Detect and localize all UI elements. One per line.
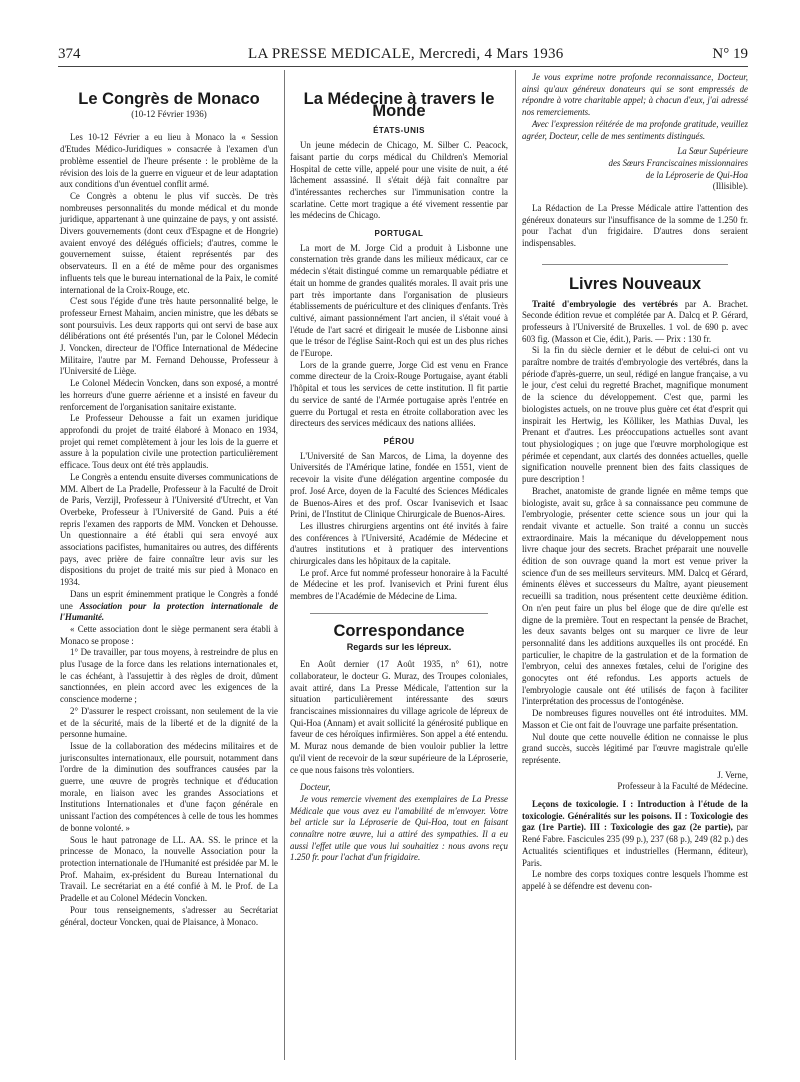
section-heading: PORTUGAL — [374, 229, 424, 239]
article-dates: (10-12 Février 1936) — [131, 108, 207, 119]
paragraph: En Août dernier (17 Août 1935, n° 61), notre collaborateur, le docteur G. Muraz, des Troupes coloniales, avait attiré, dans La Presse Médicale, l'attention sur la situation particulièrement intéressante des sœurs franciscaines missionnaires du village agricole de lépreux de Qui-Hoa (Annam) et avait sollicité la générosité publique en faveur de ces héroïques infirmières. Son appel a été entendu. M. Muraz nous demande de bien vouloir publier la lettre qu'il vient de recevoir de la sœur supérieure de la Léproserie, ce que nous faisons très volontiers. — [290, 659, 508, 775]
column-3 — [522, 72, 748, 893]
letter-salutation: Docteur, — [300, 782, 331, 793]
paragraph: L'Université de San Marcos, de Lima, la doyenne des Universités de l'Amérique latine, fondée en 1551, vient de recevoir la visite d'une délégation argentine composée du prof. José Arce, doyen de la Faculté des Sciences Médicales de Buenos-Aires et des prof. Oscar Ivanisevich et Isaac Prini, de l'Institut de Clinique Chirurgicale de Buenos-Aires. — [290, 450, 508, 520]
paragraph: Le nombre des corps toxiques contre lesquels l'homme est appelé à se défendre est devenu con- — [522, 869, 748, 891]
reviewer-title: Professeur à la Faculté de Médecine. — [617, 781, 748, 792]
book-reference — [522, 299, 748, 346]
text-run: Dans un esprit éminemment pratique le Congrès a fondé une — [60, 588, 278, 611]
article-title-medecine: La Médecine à travers le Monde — [303, 90, 495, 120]
issue-number: N° 19 — [712, 46, 748, 62]
paragraph: Le Professeur Dehousse a fait un examen juridique approfondi du projet de traité élaboré à Monaco en 1934, projet qui remet complètement à jour les lois de la guerre et assure à la population civile une protection particulièrement efficace. Tous deux ont été très applaudis. — [60, 413, 278, 471]
paragraph: La mort de M. Jorge Cid a produit à Lisbonne une consternation très grande dans les milieux médicaux, car ce médecin s'était distingué comme un remarquable pédiatre et était un homme de grandes qualités morales. Il avait pris une part très importante dans l'organisation de plusieurs établissements de puériculture et des cliniques d'enfants. Très cultivé, aimant passionnément l'art ancien, il s'était voué à l'étude de l'art sacré et dirigeait le musée de Lisbonne ainsi que le trésor de l'église Saint-Roch qui est un des plus riches de l'Europe. — [290, 242, 509, 359]
letter-paragraph: Avec l'expression réitérée de ma profonde gratitude, veuillez agréer, Docteur, celle de mes sentiments distingués. — [522, 118, 748, 141]
journal-title-line: LA PRESSE MEDICALE, Mercredi, 4 Mars 1936 — [248, 46, 564, 62]
article-subtitle: Regards sur les lépreux. — [346, 641, 452, 652]
paragraph — [60, 589, 278, 624]
book-details: par René Fabre. Fascicules 235 (99 p.), 237 (68 p.), 249 (82 p.) des Actualités scientifiques et industrielles (Hermann, éditeur), Paris. — [522, 822, 748, 868]
column-divider-2 — [515, 70, 516, 1060]
paragraph: Un jeune médecin de Chicago, M. Silber C. Peacock, faisant partie du corps médical du Children's Memorial Hospital de cette ville, appelé pour une visite de nuit, a été lâchement assassiné. Il s'était déjà fait connaître par d'intéressantes recherches sur l'immunisation contre la scarlatine. Cette mort tragique a été vivement ressentie par les médecins de Chicago. — [290, 140, 508, 221]
column-1 — [60, 72, 278, 928]
paragraph: Lors de la grande guerre, Jorge Cid est venu en France comme directeur de la Croix-Rouge Portugaise, ayant établi l'hôpital et tous les services de cette institution. Il fit partie du service de santé de l'Armée portugaise après l'entrée en guerre du Portugal et resta en étroite collaboration avec les directeurs des services médicaux des nations alliées. — [290, 359, 508, 429]
paragraph: 1° De travailler, par tous moyens, à restreindre de plus en plus l'usage de la force dans les relations internationales et, le cas échéant, à l'assujettir à des règles de droit, dûment sanctionnées, en plein accord avec les exigences de la conscience moderne ; — [60, 647, 278, 705]
section-heading: PÉROU — [383, 436, 415, 446]
letter-paragraph: Je vous remercie vivement des exemplaires de La Presse Médicale que vous avez eu l'amabilité de m'envoyer. Votre bel article sur la Léproserie de Qui-Hoa, tout en faisant connaître notre œuvre, lui a attiré des sympathies. Il a eu aussi l'effet utile que vous lui souhaitiez : nous avons reçu 1.250 fr. pour l'achat d'un frigidaire. — [290, 793, 508, 863]
book-details: par A. Brachet. Seconde édition revue et complétée par A. Dalcq et P. Gérard, professeurs à l'Université de Bruxelles. 1 vol. de 690 p. avec 603 fig. (Masson et Cie, édit.), Paris. — Prix : 130 fr. — [522, 298, 748, 344]
paragraph: Brachet, anatomiste de grande lignée en même temps que biologiste, avait su, grâce à sa connaissance peu commune de l'embryologie, présenter cette science sous un jour qui la rendait vivante et actuelle. Son traité a connu un succès extraordinaire. Mais la mécanique du développement nous livre chaque jour des secrets. Brachet préparait une nouvelle édition de son ouvrage quand la mort est venue priver la science d'un de ses meilleurs serviteurs. MM. Dalcq et Gérard, éminents élèves et successeurs du Maître, ayant pieusement recueilli sa tradition, nous présentent cette deuxième édition. On n'en peut faire un plus bel éloge que de dire qu'elle est digne de la première. Tout en respectant la pensée de Brachet, les deux savants belges ont su marquer ce livre de leur personnalité dans les additions auxquelles ils ont procédé. En particulier, le chapitre de la gastrulation et de la formation de l'embryon, celui des annexes fœtales, celui de l'origine des gonocytes ont été refondus. Les apports actuels de l'embryologie causale ont été utilisés de façon à faciliter l'interprétation des processus de l'ontogénèse. — [522, 485, 748, 707]
paragraph: Si la fin du siècle dernier et le début de celui-ci ont vu paraître nombre de traités d'embryologie des vertébrés, dans la période d'après-guerre, un seul, rédigé en langue française, a vu le jour, c'est celui du regretté Brachet, magnifique monument de la science du développement. C'est que, parmi les biologistes actuels, on ne trouve plus guère cet état d'esprit qui inspirait les Hertwig, les Kölliker, les Mathias Duval, les Prenant et d'autres. Les préoccupations actuelles sont avant tout physiologiques ; on juge que l'œuvre morphologique est périmée et cependant, aux clartés des données actuelles, quelle signification nouvelle prennent bien des faits classiques de pure description ! — [522, 345, 748, 485]
paragraph: 2° D'assurer le respect croissant, non seulement de la vie et de la sécurité, mais de la liberté et de la dignité de la personne humaine. — [60, 705, 278, 740]
section-separator — [310, 613, 488, 614]
paragraph: Pour tous renseignements, s'adresser au Secrétariat général, docteur Voncken, quai de Plaisance, à Monaco. — [60, 904, 278, 927]
paragraph: Ce Congrès a obtenu le plus vif succès. De très nombreuses personnalités du monde médical et du monde juridique, appartenant à une quinzaine de pays, y ont assisté. Divers gouvernements (dont ceux d'Espagne et de Hongrie) avaient envoyé des délégués officiels; d'autres, comme le gouvernement suisse, étaient représentés par des observateurs. Il en a été de même pour des organismes influents tels que le bureau international de la Paix, le comité international de la Croix-Rouge, etc. — [60, 190, 278, 295]
letter-paragraph: Je vous exprime notre profonde reconnaissance, Docteur, ainsi qu'aux généreux donateurs qui se sont empressés de répondre à votre charitable appel; à chacun d'eux, j'ai adressé nos remerciements. — [522, 72, 748, 118]
paragraph: C'est sous l'égide d'une très haute personnalité belge, le professeur Ernest Mahaim, ancien ministre, que les débats se sont poursuivis. Les deux rapports qui ont servi de base aux délibérations ont été présentés l'un, par le Colonel Médecin J. Voncken, directeur de l'Office International de Médecine Militaire, l'autre par M. Fernand Dehousse, Professeur à l'Université de Liège. — [60, 296, 278, 377]
page-number: 374 — [58, 46, 81, 62]
signature-line: de la Léproserie de Qui-Hoa — [645, 169, 748, 180]
paragraph: Sous le haut patronage de LL. AA. SS. le prince et la princesse de Monaco, la nouvelle Association pour la protection internationale de l'Humanité est présidée par M. le Prof. Mahaim, ex-président du Bureau International du Travail. Le secrétariat en a été confié à M. le Prof. de La Pradelle et au Colonel Médecin Voncken. — [60, 834, 278, 904]
signature-line: des Sœurs Franciscaines missionnaires — [608, 157, 748, 168]
association-name: Association pour la protection internationale de l'Humanité. — [60, 600, 279, 623]
article-title-livres: Livres Nouveaux — [568, 274, 702, 293]
book-reference — [522, 799, 748, 869]
paragraph: Issue de la collaboration des médecins militaires et de jurisconsultes internationaux, elle poursuit, notamment dans l'ordre de la diminution des souffrances causées par la guerre, une œuvre de progrès technique et d'éducation morale, en liaison avec les grandes Associations et Institutions Internationales et d'une façon générale en unissant l'action des compétences à celle de tous les hommes de bonne volonté. » — [60, 740, 278, 833]
section-heading: ÉTATS-UNIS — [373, 126, 425, 136]
column-2 — [290, 72, 508, 864]
book-title: Leçons de toxicologie. I : Introduction à l'étude de la toxicologie. Généralités sur les poisons. II : Toxicologie des gaz (1re Partie). III : Toxicologie des gaz (2e partie), — [522, 799, 748, 833]
reviewer-name: J. Verne, — [717, 769, 748, 780]
article-title-congres: Le Congrès de Monaco — [78, 90, 260, 108]
paragraph: De nombreuses figures nouvelles ont été introduites. MM. Masson et Cie ont fait de l'ouvrage une parfaite présentation. — [522, 708, 748, 730]
signature-line: La Sœur Supérieure — [677, 146, 748, 157]
paragraph: Le Congrès a entendu ensuite diverses communications de MM. Albert de La Pradelle, Professeur à la Faculté de Droit de Paris, Verzijl, Professeur à l'Université d'Utrecht, et Van Overbeke, Professeur à l'Université de Gand. Puis a été repris l'examen des rapports de MM. Voncken et Dehousse. Un questionnaire a été établi qui sera envoyé aux associations pacifistes, humanitaires ou autres, des différents pays, avec prière de faire connaître leur avis sur les dispositions du projet de traité mis sur pied à Monaco en 1934. — [60, 471, 278, 588]
paragraph: Les illustres chirurgiens argentins ont été invités à faire des conférences à l'Université, Académie de Médecine et d'autres institutions et à pratiquer des interventions chirurgicales dans les hôpitaux de la capitale. — [290, 520, 508, 567]
article-title-correspondance: Correspondance — [333, 621, 465, 640]
paragraph: Le Colonel Médecin Voncken, dans son exposé, a montré les horreurs d'une guerre aérienne et a insisté en faveur du renforcement de l'organisation sanitaire existante. — [60, 378, 278, 412]
paragraph: Le prof. Arce fut nommé professeur honoraire à la Faculté de Médecine et les prof. Ivanisevich et Prini furent élus membres de l'Académie de Médecine de Lima. — [290, 567, 508, 602]
signature-line: (Illisible). — [712, 181, 748, 192]
section-separator — [542, 264, 728, 265]
paragraph: La Rédaction de La Presse Médicale attire l'attention des généreux donateurs sur l'insuffisance de la somme de 1.250 fr. pour l'achat d'un frigidaire. D'autres dons seraient indispensables. — [522, 203, 748, 249]
column-divider-1 — [284, 70, 285, 1060]
header-rule — [58, 66, 748, 67]
paragraph: Nul doute que cette nouvelle édition ne connaisse le plus grand succès, succès légitimé par l'œuvre magistrale qu'elle représente. — [522, 731, 748, 765]
book-title: Traité d'embryologie des vertébrés — [532, 298, 678, 309]
paragraph: « Cette association dont le siège permanent sera établi à Monaco se propose : — [60, 623, 278, 646]
paragraph: Les 10-12 Février a eu lieu à Monaco la « Session d'Etudes Médico-Juridiques » consacrée à l'examen d'un problème essentiel de l'heure présente : le problème de la révision des lois de la guerre en vigueur et de leur adaptation aux conditions d'un éventuel conflit armé. — [60, 132, 278, 190]
